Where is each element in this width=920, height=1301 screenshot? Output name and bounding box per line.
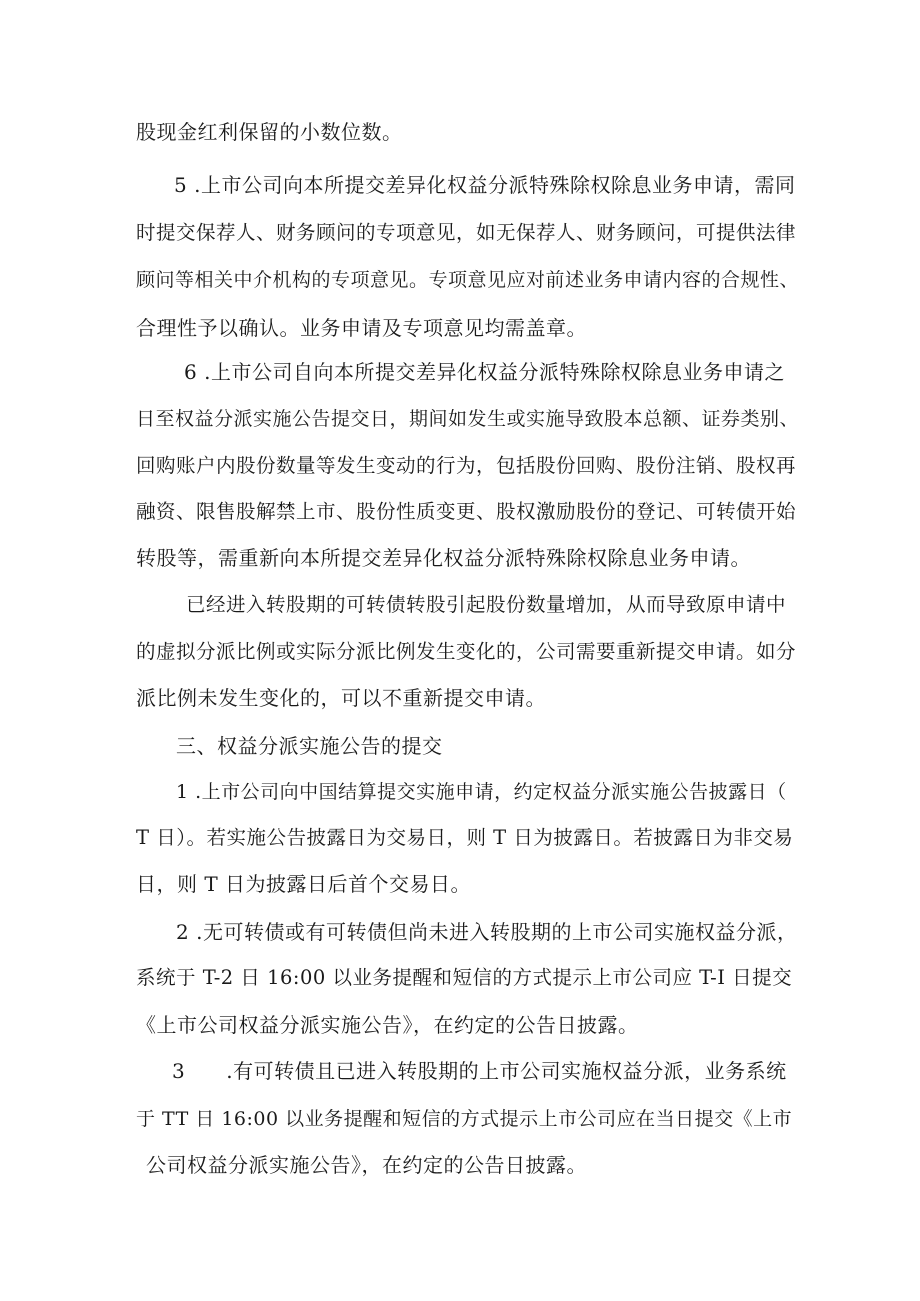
paragraph-line: 回购账户内股份数量等发生变动的行为，包括股份回购、股份注销、股权再 (136, 454, 797, 477)
paragraph-line: 6 .上市公司自向本所提交差异化权益分派特殊除权除息业务申请之 (184, 360, 785, 384)
paragraph-line: 公司权益分派实施公告》，在约定的公告日披露。 (146, 1153, 587, 1177)
paragraph-line: 2 .无可转债或有可转债但尚未进入转股期的上市公司实施权益分派， (176, 920, 798, 944)
paragraph-line: 已经进入转股期的可转债转股引起股份数量增加，从而导致原申请中 (186, 593, 787, 616)
paragraph-line: 的虚拟分派比例或实际分派比例发生变化的，公司需要重新提交申请。如分 (136, 640, 797, 663)
paragraph-line: 顾问等相关中介机构的专项意见。专项意见应对前述业务申请内容的合规性、 (136, 269, 800, 291)
paragraph-line: T 日）。若实施公告披露日为交易日，则 T 日为披露日。若披露日为非交易 (136, 826, 794, 849)
paragraph-line: 系统于 T-2 日 16:00 以业务提醒和短信的方式提示上市公司应 T-I 日提交 (136, 966, 793, 989)
paragraph-line: 派比例未发生变化的，可以不重新提交申请。 (136, 686, 546, 710)
paragraph-line: 日至权益分派实施公告提交日，期间如发生或实施导致股本总额、证券类别、 (136, 408, 800, 430)
paragraph-line: 转股等，需重新向本所提交差异化权益分派特殊除权除息业务申请。 (136, 546, 751, 570)
paragraph-line: 3 .有可转债且已进入转股期的上市公司实施权益分派，业务系统 (172, 1059, 787, 1083)
paragraph-line: 于 TT 日 16:00 以业务提醒和短信的方式提示上市公司应在当日提交《上市 (136, 1108, 793, 1130)
paragraph-line: 融资、限售股解禁上市、股份性质变更、股权激励股份的登记、可转债开始 (136, 500, 797, 523)
section-heading: 三、权益分派实施公告的提交 (176, 734, 443, 758)
paragraph-line: 5 .上市公司向本所提交差异化权益分派特殊除权除息业务申请，需同 (174, 173, 796, 197)
paragraph-line: 股现金红利保留的小数位数。 (136, 120, 403, 144)
paragraph-line: 日，则 T 日为披露日后首个交易日。 (136, 872, 472, 896)
paragraph-line: 1 .上市公司向中国结算提交实施申请，约定权益分派实施公告披露日（ (176, 781, 787, 803)
paragraph-line: 时提交保荐人、财务顾问的专项意见，如无保荐人、财务顾问，可提供法律 (136, 221, 797, 244)
paragraph-line: 《上市公司权益分派实施公告》，在约定的公告日披露。 (136, 1013, 639, 1037)
paragraph-line: 合理性予以确认。业务申请及专项意见均需盖章。 (136, 316, 587, 340)
